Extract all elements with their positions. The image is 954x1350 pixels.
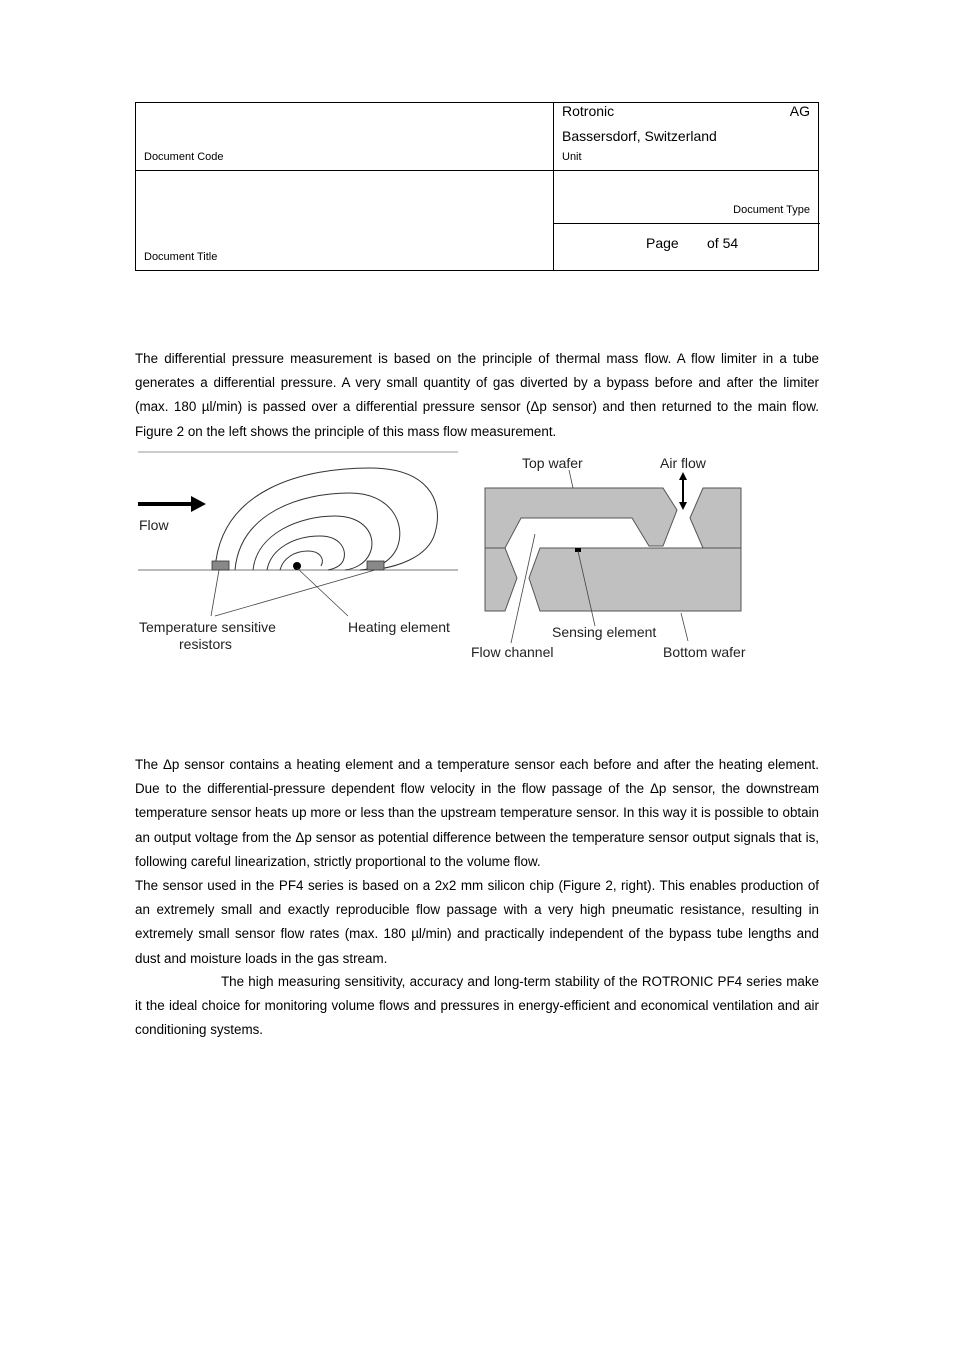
sensor-description-paragraph: The Δp sensor contains a heating element and a temperature sensor each before and after the heating element. Due to the differential-pressure dependent flow velocity in the flow passage of the Δp sensor, the downstream temperature sensor heats up more or less than the upstream temperature sensor. In this way it is possible to obtain an output voltage from the Δp sensor as potential difference between the temperature sensor output signals that is, following careful linearization, strictly proportional to the volume flow.: [135, 757, 819, 869]
silicon-chip-cross-section: [471, 455, 746, 660]
sensing-element-label: Sensing element: [552, 624, 657, 640]
bottom-wafer-main-shape: [529, 548, 741, 611]
heating-element-label: Heating element: [348, 619, 450, 635]
bottom-wafer-left-shape: [485, 548, 517, 611]
isotherm-contours: [215, 468, 437, 570]
temp-resistors-label-line1: Temperature sensitive: [139, 619, 276, 635]
left-leader-lines: [211, 568, 375, 616]
air-flow-label: Air flow: [660, 455, 706, 471]
top-wafer-left-shape: [485, 488, 677, 548]
flow-label: Flow: [139, 517, 169, 533]
document-title-label: Document Title: [144, 251, 218, 263]
top-wafer-label: Top wafer: [522, 455, 583, 471]
upstream-resistor: [212, 561, 229, 570]
company-location: Bassersdorf, Switzerland: [562, 128, 717, 144]
document-code-label: Document Code: [144, 151, 224, 163]
header-column-divider: [553, 103, 554, 270]
heating-element-dot: [293, 562, 301, 570]
silicon-chip-paragraph: The sensor used in the PF4 series is based on a 2x2 mm silicon chip (Figure 2, right). This enables production of an extremely small and exactly reproducible flow passage with a very high pneumatic resistance, resulting in extremely small sensor flow rates (max. 180 µl/min) and practically independent of the bypass tube lengths and dust and moisture loads in the gas stream.: [135, 878, 819, 966]
figure-flow-sensor: [135, 448, 775, 668]
company-name: Rotronic: [562, 103, 615, 119]
temp-resistors-label-line2: resistors: [179, 636, 232, 652]
header-cell-divider: [553, 223, 820, 224]
air-flow-arrow-up: [679, 472, 687, 480]
page-count: of 54: [707, 235, 739, 251]
bottom-wafer-label: Bottom wafer: [663, 644, 746, 660]
air-flow-arrow-down: [679, 502, 687, 510]
top-wafer-right-shape: [690, 488, 741, 548]
page-label: Page: [646, 235, 679, 251]
thermal-flow-principle-diagram: [138, 452, 458, 652]
company-suffix: AG: [789, 103, 810, 119]
document-type-label: Document Type: [733, 204, 810, 216]
unit-label: Unit: [562, 151, 582, 163]
intro-paragraph: The differential pressure measurement is based on the principle of thermal mass flow. A flow limiter in a tube generates a differential pressure. A very small quantity of gas diverted by a bypass before and after the limiter (max. 180 µl/min) is passed over a differential pressure sensor (Δp sensor) and then returned to the main flow. Figure 2 on the left shows the principle of this mass flow measurement.: [135, 351, 819, 439]
header-row-divider: [136, 170, 818, 171]
conclusion-paragraph: The high measuring sensitivity, accuracy and long-term stability of the ROTRONIC PF4 series make it the ideal choice for monitoring volume flows and pressures in energy-efficient and economical ventilation and air conditioning systems.: [135, 974, 819, 1038]
figure-svg: [135, 448, 775, 668]
flow-channel-label: Flow channel: [471, 644, 554, 660]
flow-arrow-head: [191, 496, 206, 512]
document-header-table: [135, 102, 819, 271]
downstream-resistor: [367, 561, 384, 570]
